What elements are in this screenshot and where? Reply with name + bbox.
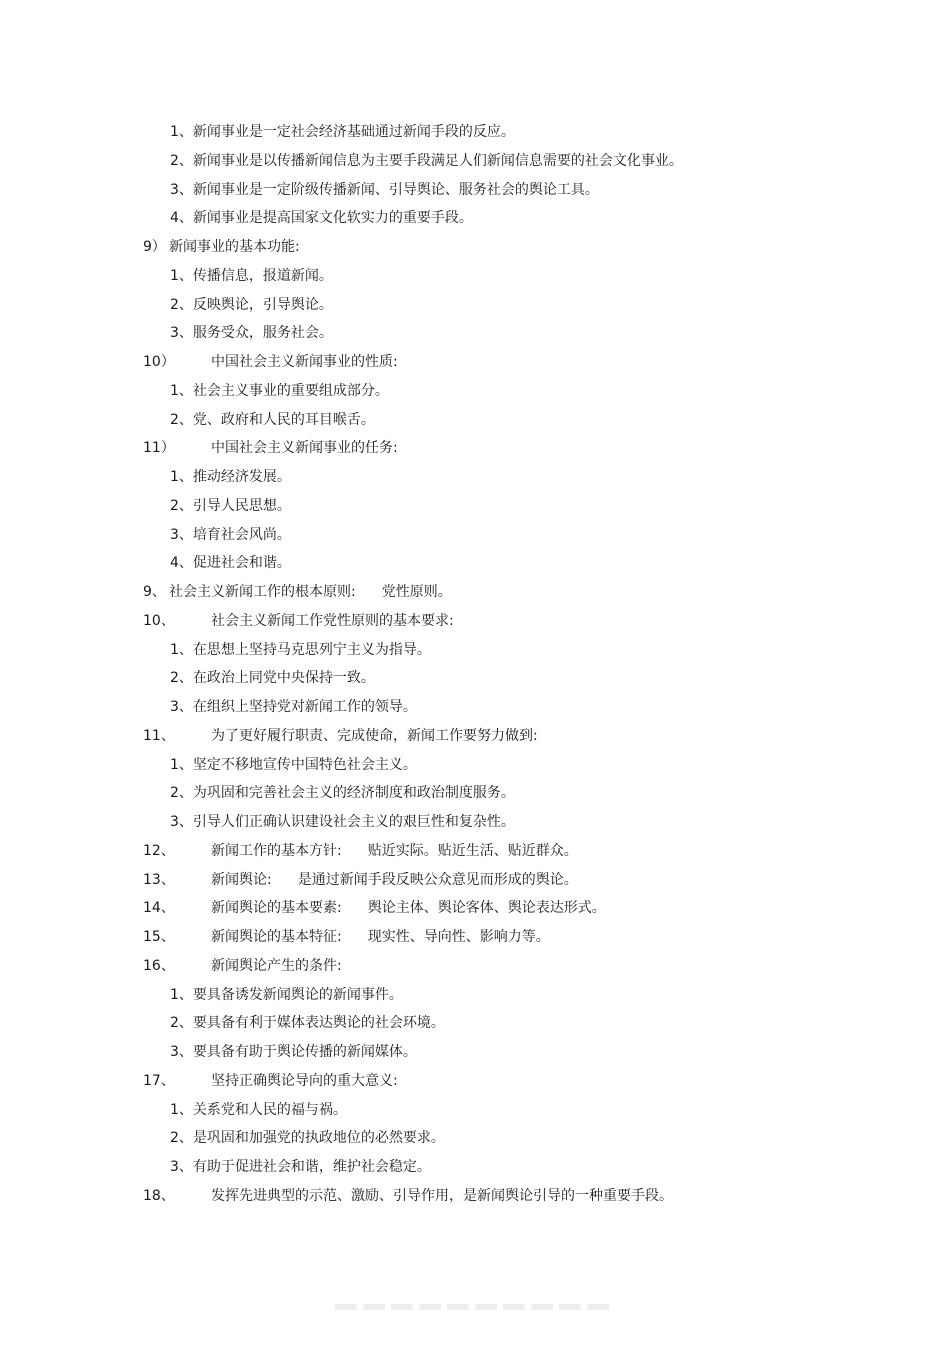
sub-item xyxy=(0,1153,950,1182)
numbered-item xyxy=(0,434,950,463)
item-text: 为了更好履行职责、完成使命，新闻工作要努力做到: xyxy=(211,727,538,744)
item-text: 3、培育社会风尚。 xyxy=(170,526,291,543)
numbered-item xyxy=(0,607,950,636)
sub-item xyxy=(0,981,950,1010)
numbered-item xyxy=(0,923,950,952)
item-answer: 是通过新闻手段反映公众意见而形成的舆论。 xyxy=(297,871,578,888)
item-text: 新闻舆论的基本要素: xyxy=(211,900,342,917)
item-text: 中国社会主义新闻事业的性质: xyxy=(211,354,398,370)
sub-item xyxy=(0,406,950,435)
item-text: 发挥先进典型的示范、激励、引导作用，是新闻舆论引导的一种重要手段。 xyxy=(211,1187,673,1204)
numbered-item xyxy=(0,722,950,751)
item-text: 3、新闻事业是一定阶级传播新闻、引导舆论、服务社会的舆论工具。 xyxy=(170,181,599,198)
footer-smudge xyxy=(335,1304,615,1310)
document-body xyxy=(0,118,950,1211)
sub-item xyxy=(0,463,950,492)
item-text: 4、促进社会和谐。 xyxy=(170,555,291,572)
numbered-item xyxy=(0,348,950,377)
item-text: 2、为巩固和完善社会主义的经济制度和政治制度服务。 xyxy=(170,785,515,802)
sub-item xyxy=(0,147,950,176)
item-number: 11） xyxy=(143,440,175,457)
sub-item xyxy=(0,1124,950,1153)
sub-item xyxy=(0,1009,950,1038)
item-text: 2、是巩固和加强党的执政地位的必然要求。 xyxy=(170,1130,445,1147)
item-answer: 党性原则。 xyxy=(381,584,452,600)
item-text: 坚持正确舆论导向的重大意义: xyxy=(211,1072,398,1089)
item-text: 1、传播信息，报道新闻。 xyxy=(170,267,333,284)
sub-item xyxy=(0,1038,950,1067)
item-text: 1、关系党和人民的福与祸。 xyxy=(170,1101,347,1118)
item-number: 12、 xyxy=(143,842,175,859)
sub-item xyxy=(0,176,950,205)
item-text: 2、要具备有利于媒体表达舆论的社会环境。 xyxy=(170,1015,445,1032)
item-text: 1、要具备诱发新闻舆论的新闻事件。 xyxy=(170,986,403,1003)
item-number: 10、 xyxy=(143,612,175,629)
item-text: 新闻工作的基本方针: xyxy=(211,842,342,859)
item-text: 3、有助于促进社会和谐，维护社会稳定。 xyxy=(170,1159,431,1175)
item-number: 17、 xyxy=(143,1072,175,1089)
numbered-item xyxy=(0,578,950,607)
item-text: 3、要具备有助于舆论传播的新闻媒体。 xyxy=(170,1044,417,1060)
item-number: 10） xyxy=(143,354,175,370)
item-answer: 舆论主体、舆论客体、舆论表达形式。 xyxy=(367,900,606,917)
item-text: 1、社会主义事业的重要组成部分。 xyxy=(170,382,389,399)
numbered-item xyxy=(0,1182,950,1211)
sub-item xyxy=(0,319,950,348)
numbered-item xyxy=(0,1067,950,1096)
sub-item xyxy=(0,118,950,147)
sub-item xyxy=(0,521,950,550)
item-text: 3、服务受众，服务社会。 xyxy=(170,325,333,342)
numbered-item xyxy=(0,952,950,981)
sub-item xyxy=(0,204,950,233)
sub-item xyxy=(0,751,950,780)
item-number: 16、 xyxy=(143,957,175,974)
item-number: 15、 xyxy=(143,929,175,945)
item-text: 2、党、政府和人民的耳目喉舌。 xyxy=(170,411,375,428)
item-text: 社会主义新闻工作党性原则的基本要求: xyxy=(211,612,454,629)
item-text: 2、新闻事业是以传播新闻信息为主要手段满足人们新闻信息需要的社会文化事业。 xyxy=(170,152,683,169)
item-number: 18、 xyxy=(143,1187,175,1204)
item-text: 1、新闻事业是一定社会经济基础通过新闻手段的反应。 xyxy=(170,124,515,140)
item-text: 1、在思想上坚持马克思列宁主义为指导。 xyxy=(170,641,431,658)
item-text: 2、反映舆论，引导舆论。 xyxy=(170,296,333,313)
numbered-item xyxy=(0,894,950,923)
item-text: 4、新闻事业是提高国家文化软实力的重要手段。 xyxy=(170,210,473,227)
numbered-item xyxy=(0,866,950,895)
sub-item xyxy=(0,492,950,521)
sub-item xyxy=(0,636,950,665)
item-text: 新闻事业的基本功能: xyxy=(169,239,300,255)
numbered-item xyxy=(0,233,950,262)
item-text: 1、坚定不移地宣传中国特色社会主义。 xyxy=(170,756,417,773)
sub-item xyxy=(0,291,950,320)
item-text: 新闻舆论: xyxy=(211,871,272,888)
sub-item xyxy=(0,262,950,291)
item-number: 13、 xyxy=(143,871,175,888)
item-text: 3、引导人们正确认识建设社会主义的艰巨性和复杂性。 xyxy=(170,814,515,830)
item-answer: 现实性、导向性、影响力等。 xyxy=(367,929,550,945)
item-text: 新闻舆论的基本特征: xyxy=(211,929,342,945)
numbered-item xyxy=(0,837,950,866)
item-text: 1、推动经济发展。 xyxy=(170,469,291,485)
item-text: 3、在组织上坚持党对新闻工作的领导。 xyxy=(170,699,417,715)
item-number: 11、 xyxy=(143,727,175,744)
item-number: 9、 xyxy=(143,584,166,600)
item-text: 中国社会主义新闻事业的任务: xyxy=(211,440,398,457)
item-text: 社会主义新闻工作的根本原则: xyxy=(169,584,356,600)
sub-item xyxy=(0,779,950,808)
sub-item xyxy=(0,664,950,693)
sub-item xyxy=(0,693,950,722)
item-number: 14、 xyxy=(143,900,175,917)
item-number: 9） xyxy=(143,239,166,255)
sub-item xyxy=(0,549,950,578)
item-answer: 贴近实际。贴近生活、贴近群众。 xyxy=(367,842,578,859)
item-text: 新闻舆论产生的条件: xyxy=(211,957,342,974)
sub-item xyxy=(0,1096,950,1125)
item-text: 2、在政治上同党中央保持一致。 xyxy=(170,670,375,687)
item-text: 2、引导人民思想。 xyxy=(170,497,291,514)
sub-item xyxy=(0,808,950,837)
sub-item xyxy=(0,377,950,406)
